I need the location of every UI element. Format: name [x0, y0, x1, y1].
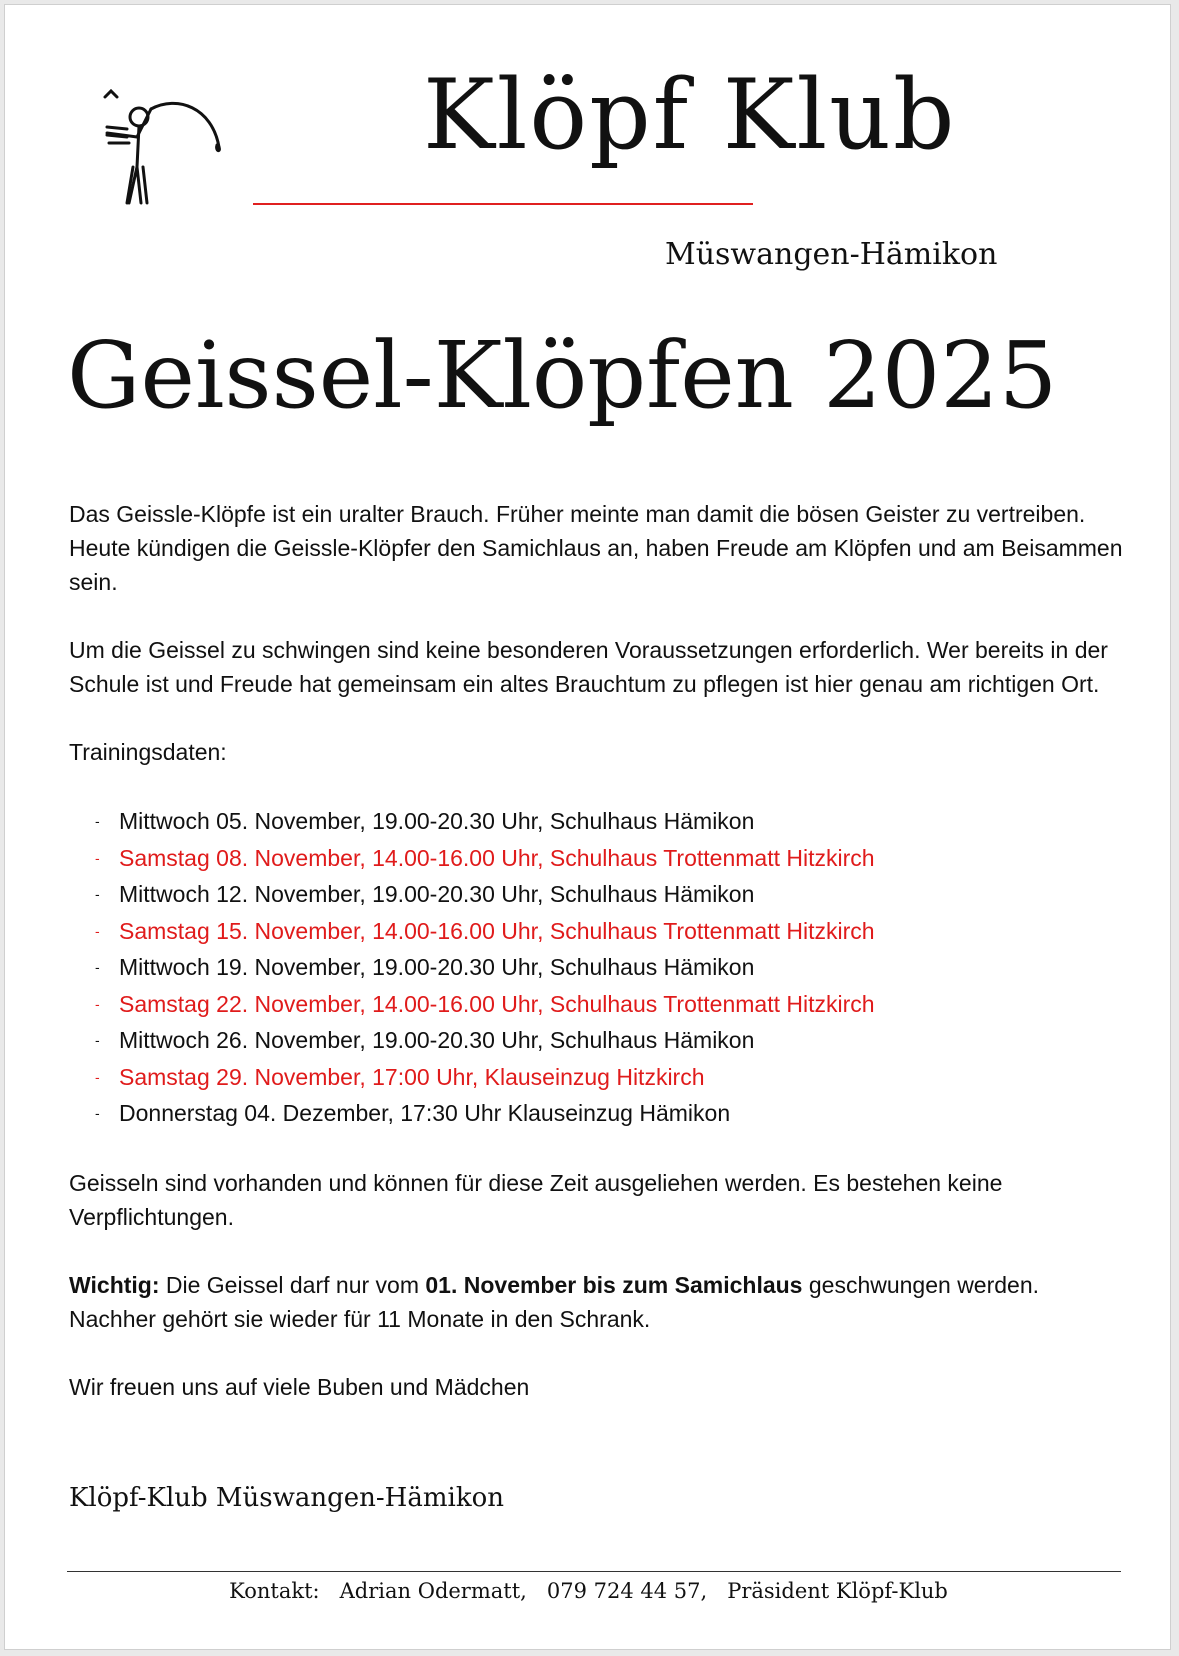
- header-accent-line: [253, 203, 753, 205]
- closing-line: Wir freuen uns auf viele Buben und Mädchen: [69, 1373, 530, 1400]
- footer-contact: Kontakt: Adrian Odermatt, 079 724 44 57, Präsident Klöpf-Klub: [229, 1579, 948, 1603]
- dash-bullet-icon: -: [95, 1068, 100, 1085]
- document-page: [4, 4, 1171, 1650]
- dash-bullet-icon: -: [95, 1032, 100, 1048]
- club-name-heading: Klöpf Klub: [423, 59, 957, 171]
- club-location: Müswangen-Hämikon: [665, 237, 998, 272]
- dash-bullet-icon: -: [95, 813, 100, 829]
- dash-bullet-icon: -: [95, 922, 100, 939]
- signature: Klöpf-Klub Müswangen-Hämikon: [69, 1483, 504, 1513]
- footer-divider: [67, 1571, 1121, 1572]
- important-period: 01. November bis zum Samichlaus: [425, 1271, 803, 1298]
- training-date-item: - Samstag 29. November, 17:00 Uhr, Klauseinzug Hitzkirch: [95, 1059, 1129, 1096]
- training-dates-list: [69, 803, 1129, 1132]
- dash-bullet-icon: -: [95, 1105, 100, 1121]
- important-label: Wichtig:: [69, 1271, 160, 1298]
- dash-bullet-icon: -: [95, 995, 100, 1012]
- document-body: [69, 497, 1129, 1404]
- whip-cracker-logo-icon: [97, 87, 237, 217]
- training-date-item: - Samstag 08. November, 14.00-16.00 Uhr, Schulhaus Trottenmatt Hitzkirch: [95, 840, 1129, 877]
- intro-paragraph-2: Um die Geissel zu schwingen sind keine besonderen Voraussetzungen erforderlich. Wer bereits in der Schule ist und Freude hat gemeinsam ein altes Brauchtum zu pflegen ist hier genau am richtigen Ort.: [69, 637, 1108, 697]
- intro-paragraph-1: Das Geissle-Klöpfe ist ein uralter Brauch. Früher meinte man damit die bösen Geister zu vertreiben. Heute kündigen die Geissle-Klöpfer den Samichlaus an, haben Freude am Klöpfen und am Beisammen sein.: [69, 501, 1123, 595]
- training-date-item: - Mittwoch 26. November, 19.00-20.30 Uhr, Schulhaus Hämikon: [95, 1022, 1129, 1059]
- training-date-item: - Samstag 22. November, 14.00-16.00 Uhr, Schulhaus Trottenmatt Hitzkirch: [95, 986, 1129, 1023]
- training-date-item: - Donnerstag 04. Dezember, 17:30 Uhr Klauseinzug Hämikon: [95, 1095, 1129, 1132]
- training-date-item: - Mittwoch 05. November, 19.00-20.30 Uhr, Schulhaus Hämikon: [95, 803, 1129, 840]
- important-note: Wichtig: Die Geissel darf nur vom 01. November bis zum Samichlaus geschwungen werden. Nachher gehört sie wieder für 11 Monate in den Schrank.: [69, 1271, 1040, 1332]
- dash-bullet-icon: -: [95, 849, 100, 866]
- dash-bullet-icon: -: [95, 959, 100, 975]
- training-date-item: - Samstag 15. November, 14.00-16.00 Uhr, Schulhaus Trottenmatt Hitzkirch: [95, 913, 1129, 950]
- geisseln-note: Geisseln sind vorhanden und können für diese Zeit ausgeliehen werden. Es bestehen keine Verpflichtungen.: [69, 1169, 1003, 1230]
- dash-bullet-icon: -: [95, 886, 100, 902]
- training-heading: Trainingsdaten:: [69, 739, 227, 765]
- event-title: Geissel-Klöpfen 2025: [67, 322, 1058, 429]
- training-date-item: - Mittwoch 19. November, 19.00-20.30 Uhr, Schulhaus Hämikon: [95, 949, 1129, 986]
- training-date-item: - Mittwoch 12. November, 19.00-20.30 Uhr, Schulhaus Hämikon: [95, 876, 1129, 913]
